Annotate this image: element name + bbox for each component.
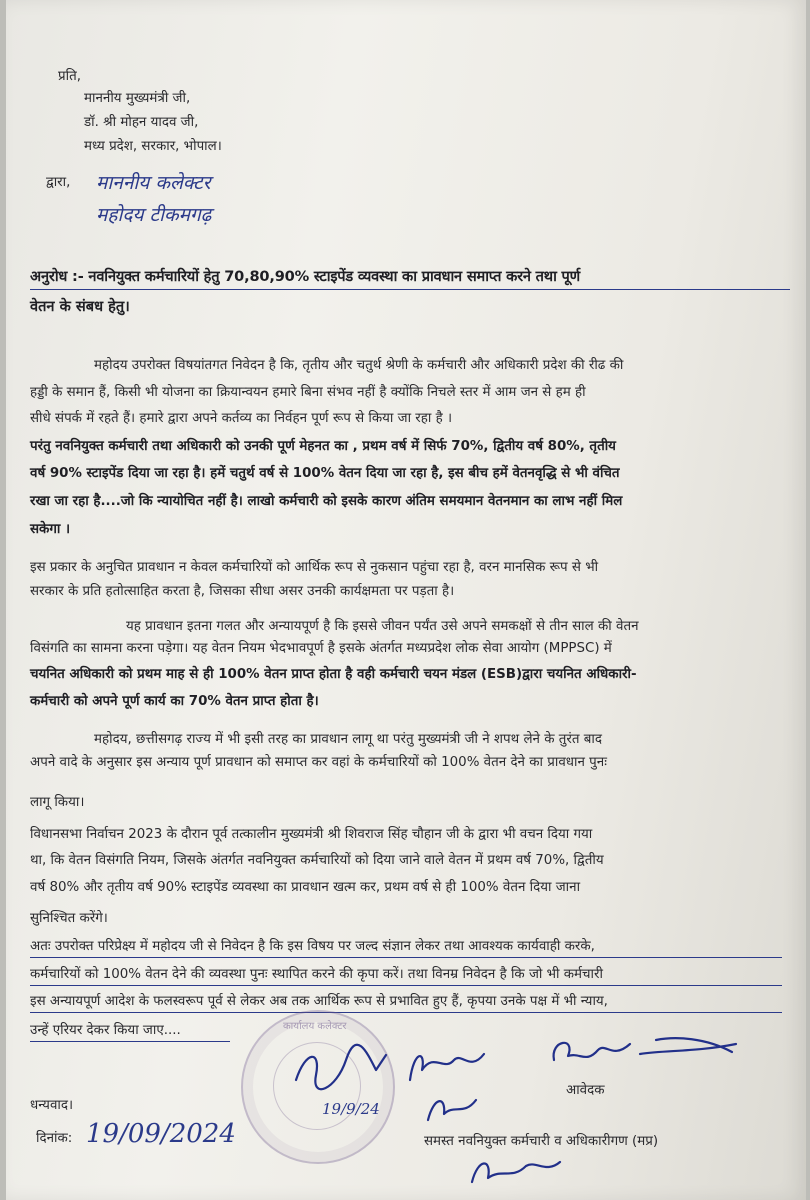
- date-label: दिनांक:: [36, 1131, 73, 1146]
- signature-5-icon: [466, 1152, 566, 1192]
- subject-line-1: अनुरोध :- नवनियुक्त कर्मचारियों हेतु 70,80,90% स्टाइपेंड व्यवस्था का प्रावधान समाप्त करने तथा पूर्ण: [30, 268, 580, 285]
- body-p2-line-4: सकेगा ।: [30, 522, 71, 537]
- body-p7-line-3: इस अन्यायपूर्ण आदेश के फलस्वरूप पूर्व से लेकर अब तक आर्थिक रूप से प्रभावित हुए हैं, कृपया उनके पक्ष में भी न्याय,: [30, 994, 608, 1009]
- body-p7-line-1: अतः उपरोक्त परिप्रेक्ष्य में महोदय जी से निवेदन है कि इस विषय पर जल्द संज्ञान लेकर तथा आवश्यक कार्यवाही करके,: [30, 939, 595, 954]
- signature-4-icon: [422, 1090, 482, 1130]
- subject-line-2: वेतन के संबध हेतु।: [30, 298, 130, 315]
- applicant-label: आवेदक: [566, 1083, 605, 1098]
- address-line-1: माननीय मुख्यमंत्री जी,: [84, 91, 191, 106]
- date-value: 19/09/2024: [86, 1119, 236, 1149]
- body-p1-line-3: सीधे संपर्क में रहते हैं। हमारे द्वारा अपने कर्तव्य का निर्वहन पूर्ण रूप से किया जा रहा है ।: [30, 411, 453, 426]
- address-line-2: डॉ. श्री मोहन यादव जी,: [84, 115, 199, 130]
- signature-3-icon: [636, 1030, 746, 1070]
- body-p2-line-2: वर्ष 90% स्टाइपेंड दिया जा रहा है। हमें चतुर्थ वर्ष से 100% वेतन दिया जा रहा है, इस बीच हमें वेतनवृद्धि से भी वंचित: [30, 466, 620, 481]
- body-p6-line-2: था, कि वेतन विसंगति नियम, जिसके अंतर्गत नवनियुक्त कर्मचारियों को दिया जाने वाले वेतन में प्रथम वर्ष 70%, द्वितीय: [30, 853, 604, 868]
- body-p4-line-2: विसंगति का सामना करना पड़ेगा। यह वेतन नियम भेदभावपूर्ण है इसके अंतर्गत मध्यप्रदेश लोक सेवा आयोग (MPPSC) में: [30, 641, 612, 656]
- body-p5-line-3: लागू किया।: [30, 795, 85, 810]
- handwritten-collector: माननीय कलेक्टर: [96, 172, 211, 194]
- body-p4-line-1: यह प्रावधान इतना गलत और अन्यायपूर्ण है कि इससे जीवन पर्यंत उसे अपने समकक्षों से तीन साल की वेतन: [126, 619, 639, 634]
- request-underline-3: [30, 1012, 782, 1013]
- subject-underline: [30, 289, 790, 290]
- request-underline-2: [30, 985, 782, 986]
- body-p5-line-2: अपने वादे के अनुसार इस अन्याय पूर्ण प्रावधान को समाप्त कर वहां के कर्मचारियों को 100% वेतन देने का प्रावधान पुनः: [30, 755, 607, 770]
- stamp-date-handwritten: 19/9/24: [322, 1100, 380, 1118]
- body-p6-line-4: सुनिश्चित करेंगे।: [30, 911, 108, 926]
- signature-officer-icon: [286, 1040, 406, 1100]
- letter-page: [6, 0, 806, 1200]
- body-p1-line-1: महोदय उपरोक्त विषयांतगत निवेदन है कि, तृतीय और चतुर्थ श्रेणी के कर्मचारी और अधिकारी प्रदेश की रीढ की: [94, 358, 624, 373]
- closing-thanks: धन्यवाद।: [30, 1098, 74, 1113]
- body-p2-line-3: रखा जा रहा है....जो कि न्यायोचित नहीं है। लाखो कर्मचारी को इसके कारण अंतिम समयमान वेतनमान का लाभ नहीं मिल: [30, 494, 623, 509]
- body-p7-line-2: कर्मचारियों को 100% वेतन देने की व्यवस्था पुनः स्थापित करने की कृपा करें। तथा विनम्र निवेदन है कि जो भी कर्मचारी: [30, 967, 603, 982]
- handwritten-tikamgarh: महोदय टीकमगढ़: [96, 204, 212, 226]
- address-line-3: मध्य प्रदेश, सरकार, भोपाल।: [84, 139, 222, 154]
- body-p3-line-2: सरकार के प्रति हतोत्साहित करता है, जिसका सीधा असर उनकी कार्यक्षमता पर पड़ता है।: [30, 584, 455, 599]
- body-p1-line-2: हड्डी के समान हैं, किसी भी योजना का क्रियान्वयन हमारे बिना संभव नहीं है क्योंकि निचले स्तर में आम जन से हम ही: [30, 385, 586, 400]
- office-stamp-text: कार्यालय कलेक्टर: [283, 1021, 347, 1032]
- signatory-line: समस्त नवनियुक्त कर्मचारी व अधिकारीगण (मप्र): [424, 1134, 659, 1149]
- body-p7-line-4: उन्हें एरियर देकर किया जाए....: [30, 1023, 181, 1038]
- body-p4-line-3: चयनित अधिकारी को प्रथम माह से ही 100% वेतन प्राप्त होता है वही कर्मचारी चयन मंडल (ESB)द्वारा चयनित अधिकारी-: [30, 667, 637, 682]
- request-underline-1: [30, 957, 782, 958]
- address-prati: प्रति,: [58, 69, 81, 84]
- signature-2-icon: [546, 1030, 636, 1080]
- body-p6-line-1: विधानसभा निर्वाचन 2023 के दौरान पूर्व तत्कालीन मुख्यमंत्री श्री शिवराज सिंह चौहान जी के द्वारा भी वचन दिया गया: [30, 827, 593, 842]
- request-underline-4: [30, 1041, 230, 1042]
- body-p3-line-1: इस प्रकार के अनुचित प्रावधान न केवल कर्मचारियों को आर्थिक रूप से नुकसान पहुंचा रहा है, वरन मानसिक रूप से भी: [30, 560, 599, 575]
- signature-1-icon: [404, 1042, 494, 1092]
- body-p6-line-3: वर्ष 80% और तृतीय वर्ष 90% स्टाइपेंड व्यवस्था का प्रावधान खत्म कर, प्रथम वर्ष से ही 100% वेतन दिया जाना: [30, 880, 581, 895]
- body-p4-line-4: कर्मचारी को अपने पूर्ण कार्य का 70% वेतन प्राप्त होता है।: [30, 694, 319, 709]
- body-p5-line-1: महोदय, छत्तीसगढ़ राज्य में भी इसी तरह का प्रावधान लागू था परंतु मुख्यमंत्री जी ने शपथ लेने के तुरंत बाद: [94, 732, 602, 747]
- body-p2-line-1: परंतु नवनियुक्त कर्मचारी तथा अधिकारी को उनकी पूर्ण मेहनत का , प्रथम वर्ष में सिर्फ 70%, द्वितीय वर्ष 80%, तृतीय: [30, 439, 616, 454]
- address-dwara: द्वारा,: [46, 175, 71, 190]
